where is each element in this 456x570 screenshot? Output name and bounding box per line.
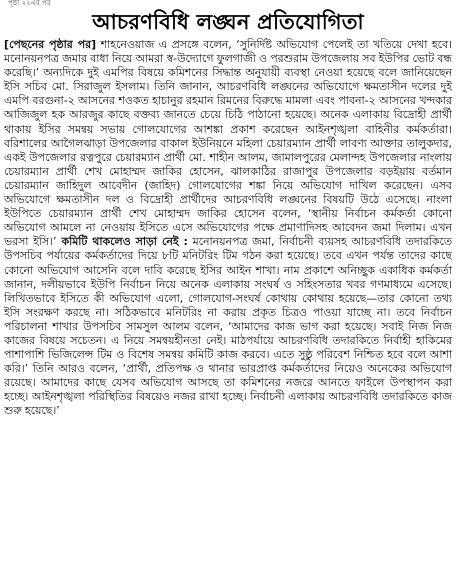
subhead-committee: কমিটি থাকলেও সাড়া নেই : (56, 235, 188, 249)
continuation-kicker: [পেছনের পৃষ্ঠার পর] (4, 38, 97, 51)
article-text-part-1: শাহনেওয়াজ এ প্রসঙ্গে বলেন, ‘সুনির্দিষ্ট অভিযোগ পেলেই তা খতিয়ে দেখা হবে। মনোনয়নপত্র জমার বাধা নিয়ে আমরা স্ব-উদ্যোগে ফুলগাজী ও পরশুরাম উপজেলায় সব ইউপির ভোট বন্ধ করেছি।’ অন্যদিকে দুই এমপির বিষয়ে কমিশনের সিদ্ধান্ত অনুযায়ী ব্যবস্থা নেওয়া হয়েছে বলে জানিয়েছেন ইসি সচিব মো. সিরাজুল ইসলাম। তিনি জানান, আচরণবিধি লঙ্ঘনের অভিযোগে ক্ষমতাসীন দলের দুই এমপি বরগুনা-২ আসনের শওকত হাচানুর রহমান রিমনের বিরুদ্ধে মামলা এবং পাবনা-২ আসনের খন্দকার আজিজুল হক আরজুর কাছে বক্তব্য জানতে চেয়ে চিঠি পাঠানো হয়েছে। অনেক এলাকায় বিদ্রোহী প্রার্থী থাকায় ইসির সমন্বয় সভায় গোলযোগের আশঙ্কা প্রকাশ করেছেন আইনশৃঙ্খলা বাহিনীর কর্মকর্তারা। বরিশালের আগৈলঝাড়া উপজেলার বাকাল ইউনিয়নে মহিলা চেয়ারম্যান প্রার্থী লাবণ্য আক্তার তালুকদার, একই উপজেলার রত্নপুরে চেয়ারম্যান প্রার্থী মো. শাহীন আলম, জামালপুরের মেলান্দহ উপজেলার নাংলায় চেয়ারম্যান প্রার্থী শেখ মোহাম্মদ জাকির হোসেন, ঝালকাঠির রাজাপুর উপজেলার বড়ইয়ায় বর্তমান চেয়ারম্যান জাহিদুল আবেদীন (জাহিদ) গোলযোগের শঙ্কা নিয়ে অভিযোগ দাখিল করেছেন। এসব অভিযোগে ক্ষমতাসীন দল ও বিদ্রোহী প্রার্থীদের আচরণবিধি লঙ্ঘনের বিষয়টি উঠে এসেছে। নাংলা ইউপিতে চেয়ারম্যান প্রার্থী শেখ মোহাম্মদ জাকির হোসেন বলেন, ‘স্থানীয় নির্বাচন কর্মকর্তা কোনো অভিযোগ আমলে না নেওয়ায় ইসিতে এসে অভিযোগের পক্ষে প্রমাণাদিসহ আবেদন জমা দিলাম। এখন ভরসা ইসি।’ (4, 38, 452, 249)
page-continuation-strip: পৃষ্ঠা ২২এর পর (8, 0, 51, 7)
article-body (4, 38, 452, 568)
article-paragraph (4, 38, 452, 419)
article-text-part-2: মনোনয়নপত্র জমা, নির্বাচনী ব্যয়সহ আচরণবিধি তদারকিতে উপসচিব পর্যায়ের কর্মকর্তাদের দিয়ে ৮টি মনিটরিং টিম গঠন করা হয়েছে। তবে এখন পর্যন্ত তাদের কাছে কোনো অভিযোগ আসেনি বলে দাবি করেছে ইসির আইন শাখা। নাম প্রকাশে অনিচ্ছুক একাধিক কর্মকর্তা জানান, দলীয়ভাবে ইউপি নির্বাচন নিয়ে অনেক এলাকায় সংঘর্ষ ও সহিংসতার খবর গণমাধ্যমে এসেছে। লিখিতভাবে ইসিতে কী অভিযোগ এলো, গোলযোগ-সংঘর্ষ কোথায় কোথায় হয়েছে—তার কোনো তথ্য ইসি সংরক্ষণ করছে না। সঠিকভাবে মনিটরিং না করায় প্রকৃত চিত্রও পাওয়া যাচ্ছে না। তবে নির্বাচন পরিচালনা শাখার উপসচিব সামসুল আলম বলেন, ‘আমাদের কাজ ভাগ করা হয়েছে। সবাই নিজ নিজ কাজের বিষয়ে সচেতন। এ নিয়ে সমন্বয়হীনতা নেই। মাঠপর্যায়ে আচরণবিধি তদারকিতে নির্বাহী হাকিমের পাশাপাশি ভিজিলেন্স টিম ও বিশেষ সমন্বয় কমিটি কাজ করবে। এতে সুষ্ঠু পরিবেশ নিশ্চিত হবে বলে আশা করি।’ তিনি আরও বলেন, ‘প্রার্থী, প্রতিপক্ষ ও থানার ভারপ্রাপ্ত কর্মকর্তাদের নিয়েও অনেকের অভিযোগ রয়েছে। আমাদের কাছে যেসব অভিযোগ আসছে তা কমিশনের নজরে আনতে ফাইলে উপস্থাপন করা হচ্ছে। আইনশৃঙ্খলা পরিস্থিতির বিষয়েও নজর রাখা হচ্ছে। নির্বাচনী এলাকায় আচরণবিধি তদারকিতে কাজ শুরু হয়েছে।’ (4, 235, 452, 418)
article-headline: আচরণবিধি লঙ্ঘন প্রতিযোগিতা (92, 10, 364, 34)
